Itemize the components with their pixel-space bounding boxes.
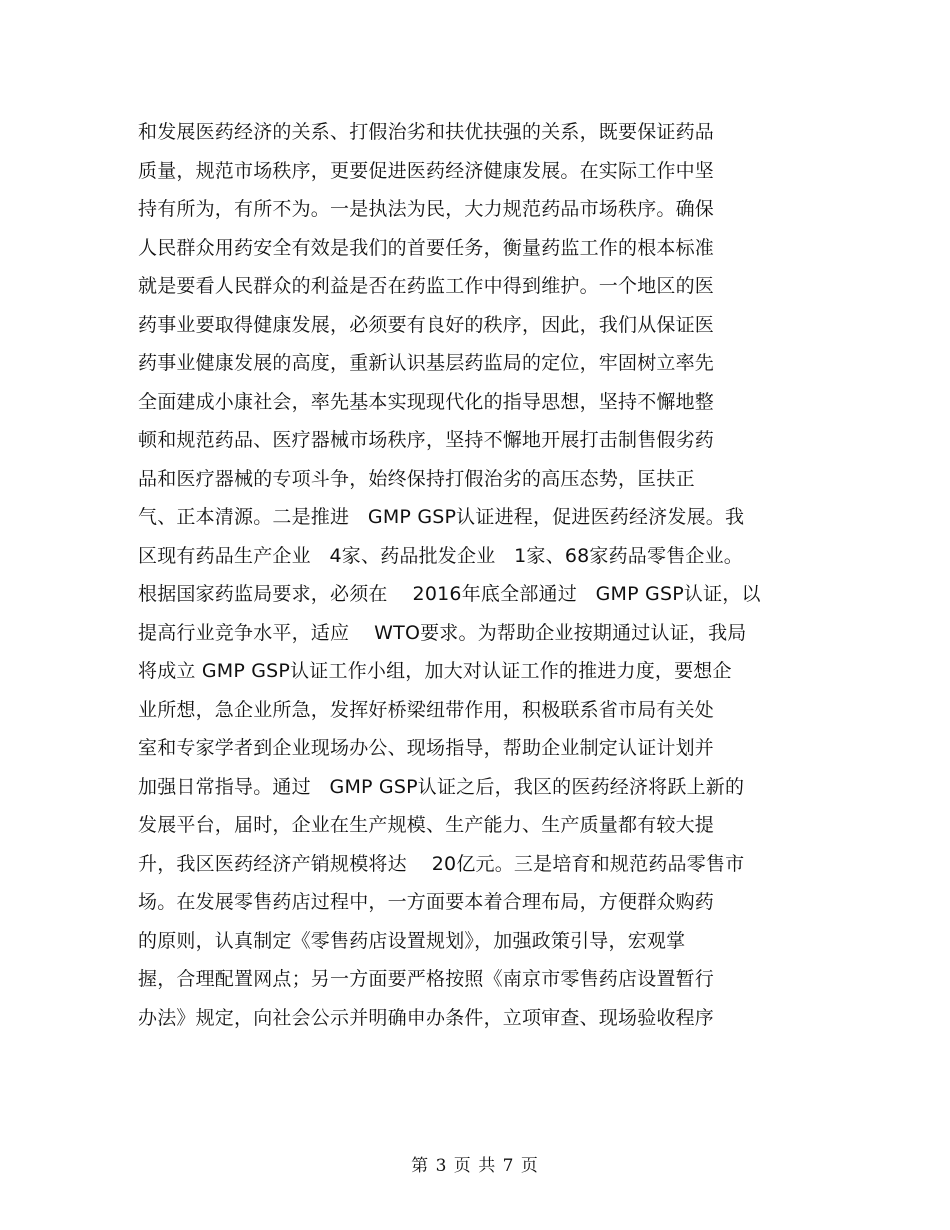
text-line: 顿和规范药品、医疗器械市场秩序，坚持不懈地开展打击制售假劣药 <box>138 429 715 451</box>
text-line: 气、正本清源。二是推进 GMP GSP认证进程，促进医药经济发展。我 <box>138 506 745 528</box>
text-line: 药事业要取得健康发展，必须要有良好的秩序，因此，我们从保证医 <box>138 313 715 336</box>
text-line: 室和专家学者到企业现场办公、现场指导，帮助企业制定认证计划并 <box>138 737 715 759</box>
text-line: 区现有药品生产企业 4家、药品批发企业 1家、68家药品零售企业。 <box>138 544 743 567</box>
text-line: 根据国家药监局要求，必须在 2016年底全部通过 GMP GSP认证，以 <box>138 583 761 605</box>
text-line: 持有所为，有所不为。一是执法为民，大力规范药品市场秩序。确保 <box>138 198 715 220</box>
text-line: 药事业健康发展的高度，重新认识基层药监局的定位，牢固树立率先 <box>138 352 715 374</box>
text-line: 全面建成小康社会，率先基本实现现代化的指导思想，坚持不懈地整 <box>138 390 715 413</box>
text-line: 办法》规定，向社会公示并明确申办条件，立项审查、现场验收程序 <box>138 1006 715 1029</box>
text-line: 质量，规范市场秩序，更要促进医药经济健康发展。在实际工作中坚 <box>138 159 715 182</box>
text-line: 品和医疗器械的专项斗争，始终保持打假治劣的高压态势，匡扶正 <box>138 467 695 490</box>
page-number: 第 3 页 共 7 页 <box>411 1156 539 1176</box>
text-line: 就是要看人民群众的利益是否在药监工作中得到维护。一个地区的医 <box>138 275 715 297</box>
text-line: 的原则，认真制定《零售药店设置规划》，加强政策引导，宏观掌 <box>138 929 686 952</box>
text-line: 升，我区医药经济产销规模将达 20亿元。三是培育和规范药品零售市 <box>138 852 745 875</box>
text-line: 和发展医药经济的关系、打假治劣和扶优扶强的关系，既要保证药品 <box>138 121 715 143</box>
text-line: 人民群众用药安全有效是我们的首要任务，衡量药监工作的根本标准 <box>138 236 715 259</box>
body-text <box>138 113 818 1037</box>
text-line: 将成立 GMP GSP认证工作小组，加大对认证工作的推进力度，要想企 <box>138 660 732 682</box>
text-line: 加强日常指导。通过 GMP GSP认证之后，我区的医药经济将跃上新的 <box>138 775 745 798</box>
text-line: 握，合理配置网点；另一方面要严格按照《南京市零售药店设置暂行 <box>138 968 715 990</box>
text-line: 发展平台，届时，企业在生产规模、生产能力、生产质量都有较大提 <box>138 814 715 836</box>
text-line: 业所想，急企业所急，发挥好桥梁纽带作用，积极联系省市局有关处 <box>138 698 715 721</box>
text-line: 场。在发展零售药店过程中，一方面要本着合理布局，方便群众购药 <box>138 891 715 913</box>
text-line: 提高行业竞争水平，适应 WTO要求。为帮助企业按期通过认证，我局 <box>138 621 747 644</box>
